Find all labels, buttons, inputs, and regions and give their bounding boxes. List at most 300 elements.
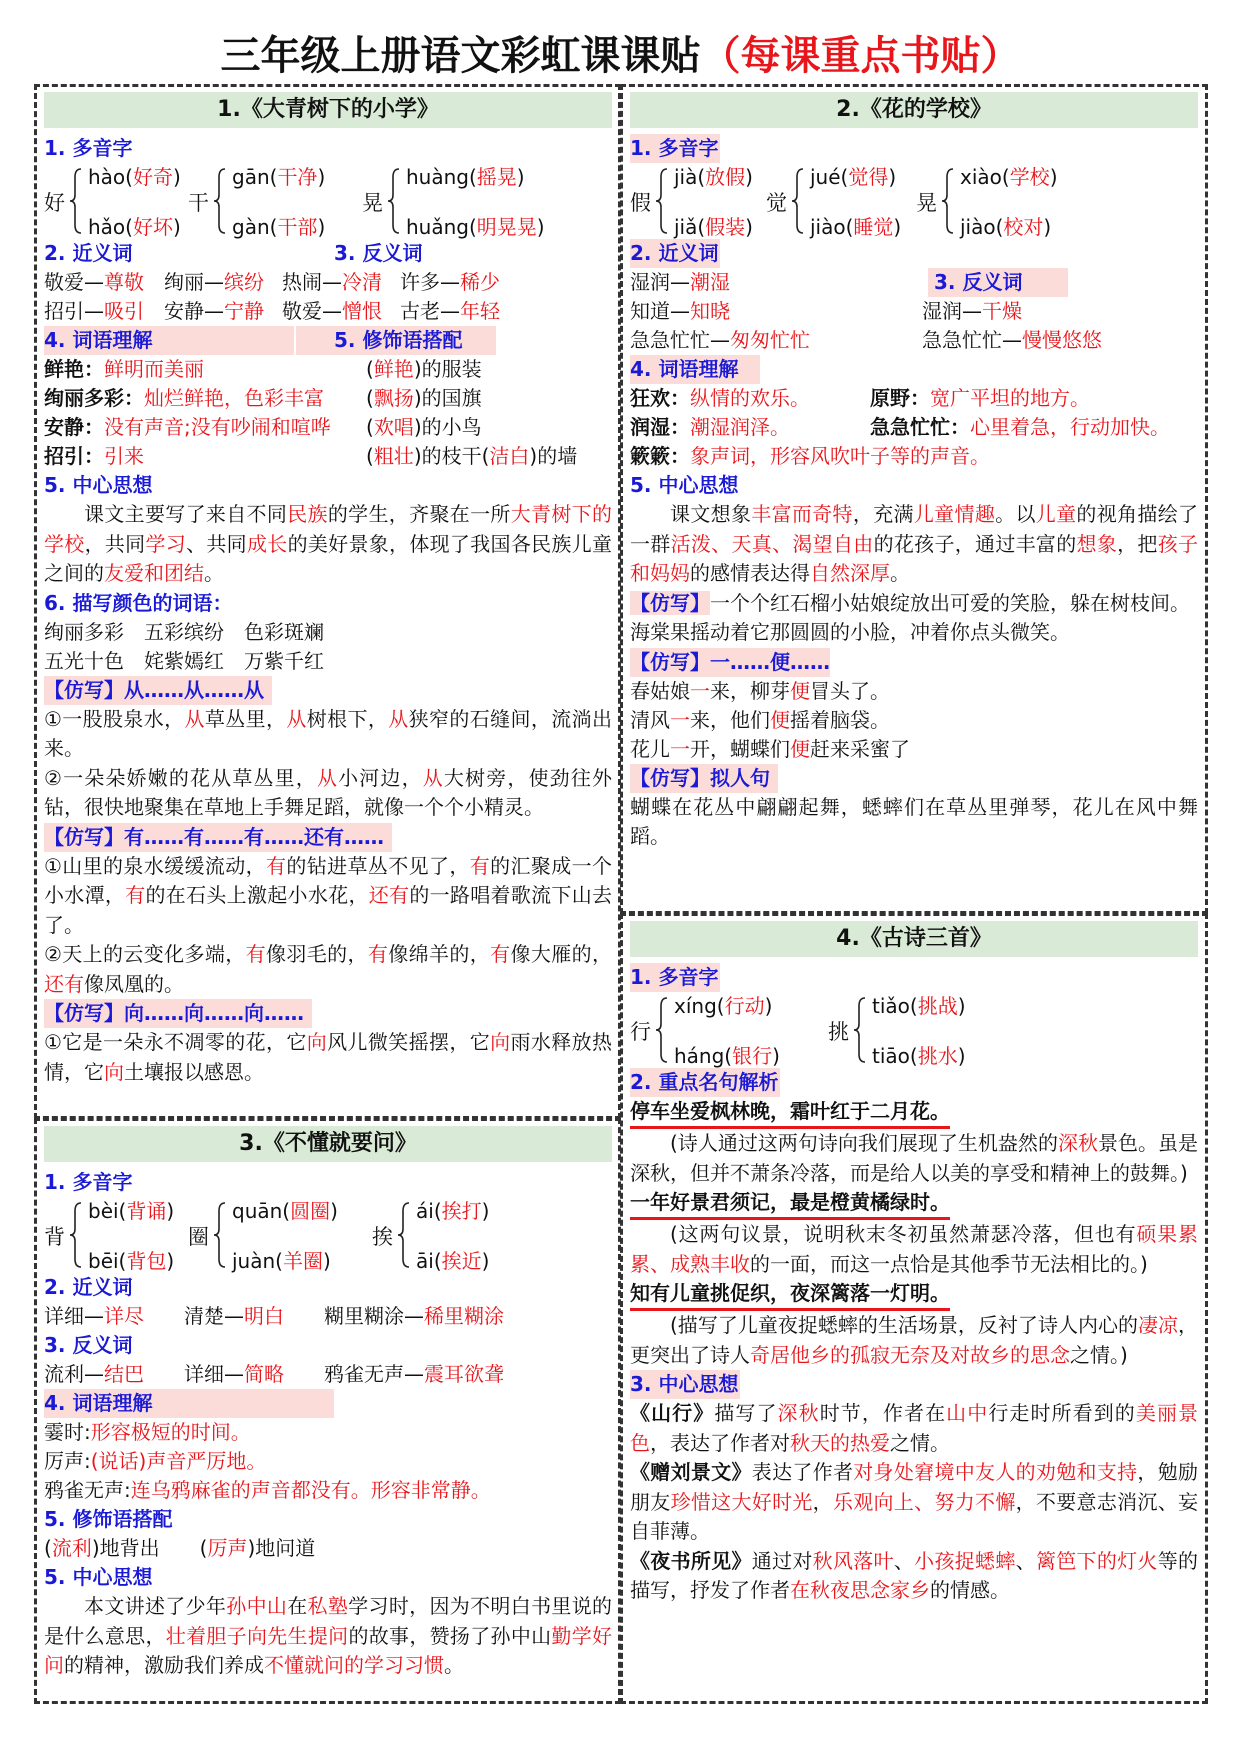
polyphone-group bbox=[630, 992, 1198, 1068]
text: 像绵羊的， bbox=[388, 942, 491, 966]
polyphone-char: 觉 bbox=[766, 191, 787, 215]
highlight-text: 匆匆忙忙 bbox=[730, 328, 810, 352]
highlight-text: 向 bbox=[104, 1059, 124, 1084]
text: 行走时所看到的 bbox=[988, 1401, 1136, 1425]
pinyin: bēi( bbox=[88, 1249, 127, 1273]
central-idea-text bbox=[44, 500, 612, 589]
example-word: 好坏 bbox=[132, 215, 173, 239]
pair-item bbox=[630, 326, 810, 355]
subheading-imitation bbox=[44, 999, 612, 1028]
pinyin-top bbox=[960, 161, 1058, 190]
polyphone-char: 圈 bbox=[188, 1225, 209, 1249]
pinyin-bottom bbox=[88, 1245, 174, 1274]
text: 赶来采蜜了 bbox=[810, 736, 910, 761]
highlight-text: 珍惜这大好时光 bbox=[670, 1489, 813, 1514]
poem-quote: 停车坐爱枫林晚，霜叶红于二月花。 bbox=[630, 1097, 950, 1129]
subheading-antonym: 3. 反义词 bbox=[334, 241, 423, 265]
highlight-text: 象声词，形容风吹叶子等的声音。 bbox=[690, 444, 990, 468]
text: 冒头了。 bbox=[810, 678, 890, 703]
highlight-text: 干燥 bbox=[982, 299, 1022, 323]
imitation-label bbox=[44, 676, 272, 705]
word-meaning-line bbox=[44, 1476, 612, 1505]
text: 的精神，激励我们养成 bbox=[64, 1653, 264, 1677]
text: 详细— bbox=[184, 1362, 244, 1386]
text: 的花孩子，通过丰富的 bbox=[873, 531, 1077, 556]
paren: ) bbox=[957, 1044, 966, 1068]
text: ①一股股泉水， bbox=[44, 706, 185, 731]
highlight-text: 尊敬 bbox=[104, 270, 144, 294]
highlight-text: 丰富而奇特 bbox=[751, 502, 853, 526]
poem-line bbox=[630, 1279, 1198, 1311]
text: ，勉励朋友 bbox=[630, 1460, 1199, 1514]
highlight-text: 简略 bbox=[244, 1362, 284, 1386]
highlight-text: 宁静 bbox=[224, 299, 264, 323]
example-word: 干部 bbox=[277, 215, 318, 239]
poem-quote: 知有儿童挑促织，夜深篱落一灯明。 bbox=[630, 1279, 950, 1311]
imitation-example bbox=[44, 705, 612, 764]
text: 鸦雀无声: bbox=[44, 1478, 131, 1502]
highlight-text: 壮着胆子向先生提问 bbox=[165, 1623, 349, 1648]
subheading-central-idea: 5. 中心思想 bbox=[44, 473, 153, 497]
example-word: 摇晃 bbox=[476, 165, 517, 189]
text: ( bbox=[366, 444, 374, 468]
highlight-text: 一 bbox=[690, 678, 710, 703]
text: (描写了儿童夜捉蟋蟀的生活场景，反衬了诗人内心的 bbox=[670, 1313, 1138, 1337]
highlight-text: 潮湿润泽。 bbox=[690, 415, 790, 439]
pinyin-top bbox=[416, 1195, 489, 1224]
polyphone-group bbox=[44, 163, 612, 239]
pair-item bbox=[282, 297, 382, 326]
subheading-polyphone: 1. 多音字 bbox=[44, 136, 133, 160]
text: 学习时，因为不明白书里说的是什么意思， bbox=[44, 1594, 613, 1648]
subheading-synonym bbox=[630, 239, 1198, 268]
subheading-color-words: 6. 描写颜色的词语： bbox=[44, 590, 233, 615]
highlight-text: 吸引 bbox=[104, 299, 144, 323]
text: 大树旁，使劲往外钻，很快地聚集在草地上手舞足蹈，就像一个个小精灵。 bbox=[44, 765, 612, 819]
pinyin-top bbox=[232, 1195, 338, 1224]
syn-ant-list bbox=[44, 268, 612, 326]
poem-line bbox=[630, 1188, 1198, 1220]
highlight-text: 流利 bbox=[51, 1536, 92, 1560]
highlight-text: 美丽景色 bbox=[630, 1401, 1199, 1455]
paren: ) bbox=[745, 165, 753, 189]
spacer bbox=[284, 1362, 324, 1386]
pair-item bbox=[366, 384, 482, 413]
polyphone-char: 好 bbox=[44, 191, 65, 215]
paren: ) bbox=[772, 1044, 780, 1068]
pinyin: jià( bbox=[674, 165, 706, 189]
imitation-pattern: 一……便…… bbox=[710, 649, 830, 674]
subheading-polyphone bbox=[630, 963, 1198, 992]
highlight-text: 知晓 bbox=[690, 299, 730, 323]
pinyin: háng( bbox=[674, 1044, 733, 1068]
famous-lines-label: 2. 重点名句解析 bbox=[630, 1068, 780, 1097]
polyphone-char: 晃 bbox=[916, 191, 937, 215]
text: 急急忙忙— bbox=[630, 328, 730, 352]
example-word: 明晃晃 bbox=[476, 215, 537, 239]
text: 来，他们 bbox=[690, 707, 770, 732]
spacer bbox=[144, 1362, 184, 1386]
text: )地背出 bbox=[91, 1536, 160, 1560]
lesson-4-heading: 4.《古诗三首》 bbox=[630, 921, 1198, 957]
highlight-text: 深秋 bbox=[1057, 1131, 1098, 1155]
imitation-label bbox=[44, 823, 392, 852]
pinyin-top bbox=[872, 990, 966, 1019]
highlight-text: 硕果累累、成熟丰收 bbox=[630, 1222, 1198, 1276]
pinyin: quān( bbox=[232, 1199, 291, 1223]
text: 详细— bbox=[44, 1304, 104, 1328]
lesson-1-heading: 1.《大青树下的小学》 bbox=[44, 92, 612, 128]
highlight-text: 在秋夜思念家乡 bbox=[790, 1578, 930, 1602]
subheading-imitation bbox=[630, 648, 1198, 677]
highlight-text: 还有 bbox=[44, 971, 84, 996]
imitation-tag: 【仿写】 bbox=[630, 649, 710, 674]
pinyin-top bbox=[674, 990, 772, 1019]
pinyin: āi( bbox=[416, 1249, 442, 1273]
text: 鲜艳： bbox=[44, 357, 104, 381]
poem-title: 《赠刘景文》 bbox=[630, 1460, 752, 1484]
word-meaning-label: 4. 词语理解 bbox=[44, 1389, 334, 1418]
pinyin: hǎo( bbox=[88, 215, 133, 239]
highlight-text: 慢慢悠悠 bbox=[1022, 328, 1102, 352]
text: 课文想象 bbox=[670, 502, 752, 526]
pinyin: xíng( bbox=[674, 994, 725, 1018]
paren: ) bbox=[536, 215, 545, 239]
subheading-word-meaning: 4. 词语理解 bbox=[44, 326, 294, 355]
highlight-text: 小孩捉蟋蟀 bbox=[914, 1548, 1016, 1573]
pair-item bbox=[44, 442, 144, 471]
pinyin-top bbox=[406, 161, 525, 190]
imitation-text: 一个个红石榴小姑娘绽放出可爱的笑脸，躲在树枝间。 bbox=[710, 590, 1190, 615]
pinyin-bottom bbox=[416, 1245, 489, 1274]
brace-icon bbox=[212, 167, 226, 235]
highlight-text: 结巴 bbox=[104, 1362, 144, 1386]
example-word: 校对 bbox=[1003, 215, 1044, 239]
highlight-text: 明白 bbox=[244, 1304, 284, 1328]
text: (这两句议景，说明秋末冬初虽然萧瑟冷落，但也有 bbox=[670, 1222, 1137, 1246]
text: ①山里的泉水缓缓流动， bbox=[44, 853, 267, 878]
pinyin-bottom bbox=[232, 1245, 331, 1274]
highlight-text: 详尽 bbox=[104, 1304, 144, 1328]
lesson-3-heading: 3.《不懂就要问》 bbox=[44, 1126, 612, 1162]
text: 雨水释放热情，它 bbox=[44, 1030, 613, 1084]
imitation-example bbox=[44, 852, 612, 941]
highlight-text: 篱笆下的灯火 bbox=[1035, 1548, 1158, 1573]
highlight-text: 年轻 bbox=[460, 299, 500, 323]
central-idea-text bbox=[630, 500, 1198, 589]
pinyin-top bbox=[232, 161, 325, 190]
word-meaning-list bbox=[44, 1418, 612, 1505]
text: 狂欢： bbox=[630, 386, 690, 410]
poem-title: 《山行》 bbox=[630, 1401, 715, 1425]
highlight-text: 儿童 bbox=[1035, 502, 1077, 526]
subheading-synonym: 2. 近义词 bbox=[44, 1275, 133, 1299]
highlight-text: 从 bbox=[388, 706, 409, 731]
text: ①它是一朵永不凋零的花，它 bbox=[44, 1030, 307, 1054]
text: 、共同 bbox=[186, 531, 247, 556]
text: 狭窄的石缝间，流淌出来。 bbox=[44, 706, 613, 760]
pinyin: gān( bbox=[232, 165, 278, 189]
text: 、 bbox=[1015, 1548, 1036, 1573]
imitation-example bbox=[44, 940, 612, 999]
text: 时节，作者在 bbox=[819, 1401, 947, 1425]
text: 的美好景象，体现了我国各民族儿童之间的 bbox=[44, 531, 613, 585]
word-meaning-list bbox=[630, 384, 1198, 471]
poem-explanation bbox=[630, 1129, 1198, 1188]
pinyin-top bbox=[88, 161, 181, 190]
pair-item bbox=[870, 384, 1090, 413]
text: 春姑娘 bbox=[630, 678, 690, 703]
words-mod-headings bbox=[44, 326, 612, 355]
brace-icon bbox=[68, 167, 82, 235]
syn-ant-headings bbox=[44, 239, 612, 268]
subheading-modifier: 5. 修饰语搭配 bbox=[296, 326, 496, 355]
highlight-text: 没有声音;没有吵闹和喧哗 bbox=[104, 415, 331, 439]
text: 、 bbox=[893, 1548, 915, 1573]
text: 像大雁的， bbox=[510, 942, 613, 966]
color-words-line: 五光十色 姹紫嫣红 万紫千红 bbox=[44, 648, 324, 673]
pinyin: jué( bbox=[810, 165, 849, 189]
text: 清楚— bbox=[184, 1304, 244, 1328]
pinyin-bottom bbox=[674, 1040, 780, 1069]
text: 风儿微笑摇摆，它 bbox=[327, 1030, 491, 1054]
text: 急急忙忙： bbox=[870, 415, 970, 439]
color-words-line: 绚丽多彩 五彩缤纷 色彩斑斓 bbox=[44, 619, 324, 644]
paren: ) bbox=[172, 165, 181, 189]
text: 摇着脑袋。 bbox=[790, 707, 890, 732]
pinyin-top bbox=[674, 161, 753, 190]
pair-item bbox=[44, 355, 204, 384]
pinyin: bèi( bbox=[88, 1199, 127, 1223]
example-word: 圆圈 bbox=[290, 1199, 331, 1223]
subheading-polyphone bbox=[630, 134, 1198, 163]
example-word: 好奇 bbox=[132, 165, 173, 189]
paren: ) bbox=[317, 215, 326, 239]
highlight-text: 厉声 bbox=[207, 1536, 248, 1560]
highlight-text: 灿烂鲜艳，色彩丰富 bbox=[144, 386, 324, 410]
example-word: 放假 bbox=[705, 165, 746, 189]
paren: ) bbox=[330, 1199, 338, 1223]
paren: ) bbox=[481, 1249, 490, 1273]
pair-item bbox=[366, 442, 577, 471]
highlight-text: 秋风落叶 bbox=[812, 1548, 894, 1573]
example-word: 背诵 bbox=[126, 1199, 167, 1223]
polyphone-label: 1. 多音字 bbox=[630, 134, 720, 163]
text: 。 bbox=[204, 561, 224, 585]
text: 表达了作者 bbox=[751, 1460, 854, 1484]
spacer bbox=[160, 1536, 200, 1560]
highlight-text: 活泼、天真、渴望自由 bbox=[670, 531, 874, 556]
text: 绚丽— bbox=[164, 270, 224, 294]
poem-line bbox=[630, 1097, 1198, 1129]
word-meaning-label: 4. 词语理解 bbox=[630, 355, 760, 384]
paren: ) bbox=[893, 215, 902, 239]
text: 糊里糊涂— bbox=[324, 1304, 424, 1328]
pinyin: jiào( bbox=[810, 215, 854, 239]
highlight-text: 儿童情趣 bbox=[913, 502, 996, 526]
highlight-text: 有 bbox=[367, 942, 389, 966]
page-title bbox=[0, 28, 1241, 84]
text: ，共同 bbox=[84, 531, 146, 556]
highlight-text: 私塾 bbox=[307, 1594, 349, 1618]
text: 来，柳芽 bbox=[710, 678, 790, 703]
text: 原野： bbox=[870, 386, 930, 410]
pair-item bbox=[870, 413, 1170, 442]
highlight-text: 奇居他乡的孤寂无奈及对故乡的思念 bbox=[750, 1342, 1070, 1367]
paren: ) bbox=[764, 994, 773, 1018]
paren: ) bbox=[166, 1199, 175, 1223]
highlight-text: 引来 bbox=[104, 444, 144, 468]
pinyin: xiào( bbox=[960, 165, 1010, 189]
text: 招引— bbox=[44, 299, 104, 323]
pair-item bbox=[630, 268, 730, 297]
text: 本文讲述了少年 bbox=[84, 1594, 227, 1618]
highlight-text: 不懂就问的学习习惯 bbox=[264, 1653, 444, 1677]
imitation-line bbox=[630, 735, 1198, 764]
highlight-text: 冷清 bbox=[342, 270, 382, 294]
text: ②一朵朵娇嫩的花从草丛里， bbox=[44, 765, 317, 790]
pinyin-bottom bbox=[872, 1040, 966, 1069]
text: 的视角描绘了一群 bbox=[630, 502, 1199, 556]
polyphone-char: 假 bbox=[630, 191, 651, 215]
highlight-text: 友爱和团结 bbox=[104, 561, 204, 585]
central-idea-text bbox=[44, 1592, 612, 1681]
highlight-text: 从 bbox=[316, 765, 339, 790]
text: 招引： bbox=[44, 444, 104, 468]
paren: ) bbox=[957, 994, 966, 1018]
text: 急急忙忙— bbox=[922, 328, 1022, 352]
imitation-line bbox=[630, 677, 1198, 706]
imitation-tag: 【仿写】 bbox=[44, 1001, 124, 1025]
text: 鸦雀无声— bbox=[324, 1362, 424, 1386]
highlight-text: 有 bbox=[266, 853, 287, 878]
imitation-pattern: 从……从……从 bbox=[124, 677, 264, 702]
subheading-central-idea: 5. 中心思想 bbox=[630, 473, 739, 497]
text: ②天上的云变化多端， bbox=[44, 942, 246, 966]
modifier-line bbox=[44, 1534, 612, 1563]
polyphone-char: 晃 bbox=[362, 191, 383, 215]
highlight-text: 勤学好问 bbox=[44, 1623, 613, 1677]
highlight-text: 便 bbox=[770, 707, 790, 732]
highlight-text: 稀里糊涂 bbox=[424, 1304, 504, 1328]
example-word: 挑水 bbox=[917, 1044, 958, 1068]
imitation-example bbox=[630, 589, 1198, 619]
pinyin: huǎng( bbox=[406, 215, 477, 239]
text: )的国旗 bbox=[413, 386, 482, 410]
pair-item bbox=[366, 355, 482, 384]
text: 开，蝴蝶们 bbox=[690, 736, 790, 761]
text: 清风 bbox=[630, 707, 670, 732]
pair-item bbox=[282, 268, 382, 297]
highlight-text: 民族 bbox=[287, 502, 328, 526]
text: 土壤报以感恩。 bbox=[124, 1059, 264, 1084]
text: 的钻进草丛不见了， bbox=[286, 853, 470, 878]
polyphone-char: 背 bbox=[44, 1225, 65, 1249]
text: 的情感。 bbox=[930, 1578, 1010, 1602]
pair-item bbox=[630, 297, 730, 326]
text: 的学生，齐聚在一所 bbox=[327, 502, 511, 526]
pinyin: tiǎo( bbox=[872, 994, 918, 1018]
highlight-text: 便 bbox=[790, 736, 810, 761]
text: )地问道 bbox=[247, 1536, 316, 1560]
example-word: 银行 bbox=[732, 1044, 773, 1068]
subheading-famous-lines bbox=[630, 1068, 1198, 1097]
spacer bbox=[144, 1304, 184, 1328]
paren: ) bbox=[888, 165, 897, 189]
text: 之情。 bbox=[890, 1430, 950, 1455]
highlight-text: 凄凉 bbox=[1137, 1313, 1178, 1337]
spacer bbox=[284, 1304, 324, 1328]
word-meaning-list bbox=[44, 355, 612, 471]
text: )的小鸟 bbox=[413, 415, 482, 439]
text: 。 bbox=[444, 1653, 464, 1677]
pinyin: jiào( bbox=[960, 215, 1004, 239]
pinyin-bottom bbox=[674, 211, 753, 240]
subheading-central-idea bbox=[630, 1370, 1198, 1399]
text: 花儿 bbox=[630, 736, 670, 761]
highlight-text: 向 bbox=[490, 1030, 511, 1054]
highlight-text: 心里着急，行动加快。 bbox=[970, 415, 1170, 439]
pair-item bbox=[44, 297, 144, 326]
text: )的枝干( bbox=[413, 444, 490, 468]
example-word: 行动 bbox=[724, 994, 765, 1018]
highlight-text: 形容极短的时间。 bbox=[90, 1420, 251, 1444]
imitation-pattern: 向……向……向…… bbox=[124, 1001, 304, 1025]
subheading-polyphone: 1. 多音字 bbox=[44, 1170, 133, 1194]
pinyin-bottom bbox=[960, 211, 1051, 240]
imitation-example: 蝴蝶在花丛中翩翩起舞，蟋蟀们在草丛里弹琴，花儿在风中舞蹈。 bbox=[630, 794, 1198, 848]
brace-icon bbox=[940, 167, 954, 235]
paren: ) bbox=[516, 165, 525, 189]
word-meaning-line bbox=[44, 1447, 612, 1476]
brace-icon bbox=[790, 167, 804, 235]
text: ( bbox=[44, 1536, 52, 1560]
example-word: 睡觉 bbox=[853, 215, 894, 239]
text: 霎时: bbox=[44, 1420, 91, 1444]
paren: ) bbox=[317, 165, 326, 189]
highlight-text: 潮湿 bbox=[690, 270, 730, 294]
text: 古老— bbox=[400, 299, 460, 323]
pinyin-bottom bbox=[232, 211, 325, 240]
highlight-text: 孙中山 bbox=[226, 1594, 288, 1618]
imitation-label bbox=[630, 764, 778, 793]
highlight-text: 想象 bbox=[1076, 531, 1118, 556]
text: 。以 bbox=[995, 502, 1036, 526]
text: ，更突出了诗人 bbox=[630, 1313, 1198, 1367]
imitation-tag: 【仿写】 bbox=[44, 824, 124, 849]
title-main: 三年级上册语文彩虹课课贴 bbox=[220, 33, 701, 79]
polyphone-group bbox=[44, 1197, 612, 1273]
highlight-text: 有 bbox=[125, 883, 146, 907]
imitation-example bbox=[44, 1028, 612, 1087]
highlight-text: 连乌鸦麻雀的声音都没有。形容非常静。 bbox=[130, 1478, 491, 1502]
text: 描写了 bbox=[714, 1401, 778, 1425]
central-idea-text bbox=[630, 1458, 1198, 1547]
paren: ) bbox=[1049, 165, 1058, 189]
highlight-text: 乐观向上、努力不懈 bbox=[832, 1489, 1016, 1514]
text: 像凤凰的。 bbox=[84, 971, 184, 996]
brace-icon bbox=[654, 167, 668, 235]
example-word: 羊圈 bbox=[282, 1249, 323, 1273]
highlight-text: 还有 bbox=[368, 883, 410, 907]
highlight-text: 一 bbox=[670, 736, 690, 761]
pinyin: ái( bbox=[416, 1199, 442, 1223]
poem-quote: 一年好景君须记，最是橙黄橘绿时。 bbox=[630, 1188, 950, 1220]
highlight-text: 学习 bbox=[145, 531, 187, 556]
text: 在 bbox=[287, 1594, 308, 1618]
imitation-label bbox=[630, 648, 830, 677]
pair-item bbox=[630, 442, 990, 471]
